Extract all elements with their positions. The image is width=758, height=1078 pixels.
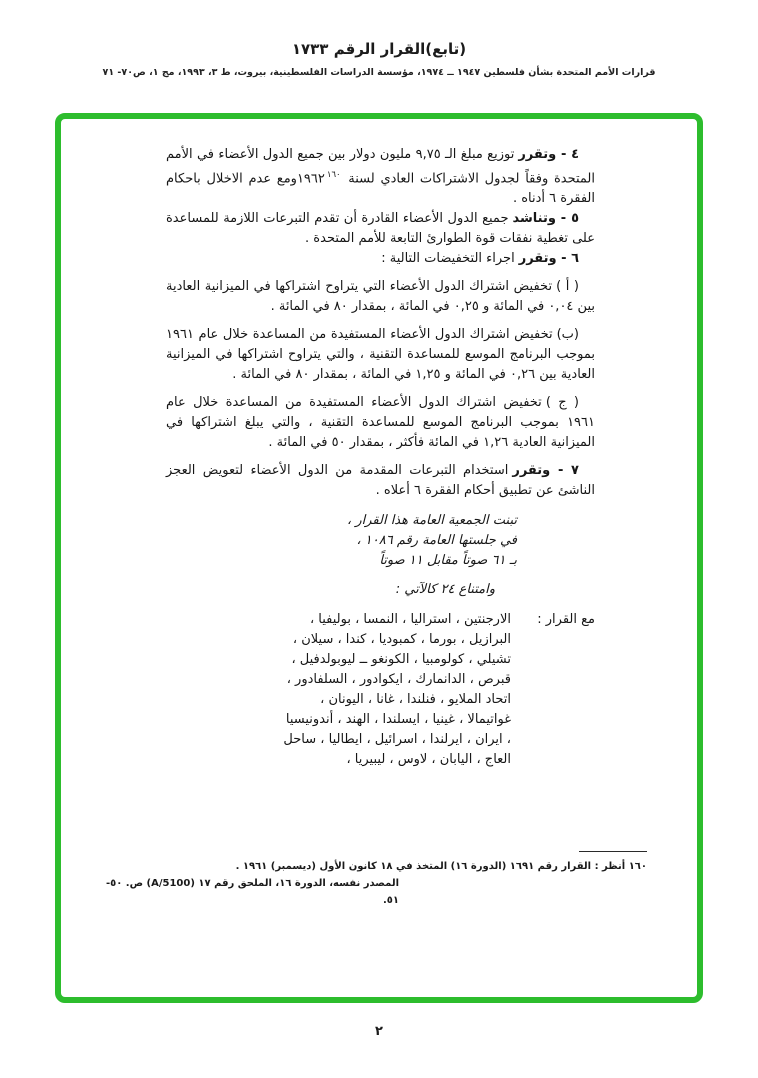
paragraph-4-text: توزيع مبلغ الـ ٩,٧٥ مليون دولار بين جميع الدول الأعضاء في الأمم المتحدة وفقاً لجدول الاشتراكات العادي لسنة ١٩٦٢ xyxy=(166,147,595,187)
footnote-separator-rule xyxy=(579,851,647,852)
item-a-text: تخفيض اشتراك الدول الأعضاء التي يتراوح اشتراكها في الميزانية العادية بين ٠,٠٤ في المائة و ٠,٢٥ في المائة ، بمقدار ٨٠ في المائة . xyxy=(166,279,595,315)
footnote-160: ١٦٠ أنظر : القرار رقم ١٦٩١ (الدورة ١٦) المتخذ في ١٨ كانون الأول (ديسمبر) ١٩٦١ . xyxy=(235,861,647,872)
adoption-line-abstentions: وامتناع ٢٤ كالآتي : xyxy=(395,582,495,598)
vote-for-label: مع القرار : xyxy=(537,612,595,628)
paragraph-6-text: اجراء التخفيضات التالية : xyxy=(381,251,515,267)
paragraph-4-text-cont: ومع عدم الاخلال باحكام الفقرة ٦ أدناه . xyxy=(166,171,595,207)
adoption-line-3: بـ ٦١ صوتاً مقابل ١١ صوتاً xyxy=(379,553,517,569)
item-c-text: تخفيض اشتراك الدول الأعضاء المستفيدة من المساعدة خلال عام ١٩٦١ بموجب البرنامج الموسع للمساعدة التقنية ، والتي يبلغ اشتراكها في الميزانية العادية ١,٢٦ في المائة فأكثر ، بمقدار ٥٠ في المائة . xyxy=(166,395,595,451)
content-frame xyxy=(55,113,703,1003)
paragraph-7-text: استخدام التبرعات المقدمة من الدول الأعضاء لتعويض العجز الناشئ عن تطبيق أحكام الفقرة ٦ أعلاه . xyxy=(166,463,595,499)
paragraph-5-lead: ٥ - وتناشد xyxy=(512,211,579,227)
paragraph-7-lead: ٧ - وتقرر xyxy=(512,463,579,479)
item-c xyxy=(166,393,595,453)
page-number: ٢ xyxy=(375,1024,383,1039)
adoption-line-1: تبنت الجمعية العامة هذا القرار ، xyxy=(347,513,517,529)
item-b-lead: (ب) xyxy=(556,327,579,343)
resolution-body xyxy=(61,119,697,770)
paragraph-6 xyxy=(166,249,595,269)
document-title: (تابع)القرار الرقم ١٧٣٣ xyxy=(291,40,467,58)
paragraph-4-lead: ٤ - وتقرر xyxy=(518,147,579,162)
item-a-lead: ( أ ) xyxy=(556,279,579,295)
adoption-line-2: في جلستها العامة رقم ١٠٨٦ ، xyxy=(356,533,517,549)
item-c-lead: ( ج ) xyxy=(545,395,579,411)
footnote-source: المصدر نفسه، الدورة ١٦، الملحق رقم ١٧ (A/5100) ص. ٥٠- ٥١. xyxy=(105,878,399,906)
item-a xyxy=(166,277,595,317)
paragraph-5-text: جميع الدول الأعضاء القادرة أن تقدم التبرعات اللازمة للمساعدة على تغطية نفقات قوة الطوارئ التابعة للأمم المتحدة . xyxy=(166,211,595,247)
source-citation: قرارات الأمم المتحدة بشأن فلسطين ١٩٤٧ ــ ١٩٧٤، مؤسسة الدراسات الفلسطينية، بيروت، ط ٣، ١٩٩٣، مج ١، ص٧٠- ٧١ xyxy=(102,67,656,78)
paragraph-7 xyxy=(166,461,595,501)
adoption-block xyxy=(166,511,517,600)
footnotes-section xyxy=(101,851,647,909)
paragraph-4 xyxy=(166,145,595,209)
paragraph-5 xyxy=(166,209,595,249)
footnote-ref-160: ١٦٠ xyxy=(326,170,341,180)
item-b xyxy=(166,325,595,385)
vote-for-countries: الارجنتين ، استراليا ، النمسا ، بوليفيا ، البرازيل ، بورما ، كمبوديا ، كندا ، سيلان ، تشيلي ، كولومبيا ، الكونغو ــ ليوبولدفيل ، قبرص ، الدانمارك ، ايكوادور ، السلفادور ، اتحاد الملايو ، فنلندا ، غانا ، اليونان ، غواتيمالا ، غينيا ، ايسلندا ، الهند ، أندونيسيا ، ايران ، ايرلندا ، اسرائيل ، ايطاليا ، ساحل العاج ، اليابان ، لاوس ، ليبيريا ، xyxy=(283,612,511,768)
item-b-text: تخفيض اشتراك الدول الأعضاء المستفيدة من المساعدة خلال عام ١٩٦١ بموجب البرنامج الموسع للمساعدة التقنية ، والتي يتراوح اشتراكها في الميزانية العادية بين ٠,٢٦ في المائة و ١,٢٥ في المائة ، بمقدار ٨٠ في المائة . xyxy=(166,327,595,383)
document-header xyxy=(0,0,758,78)
paragraph-6-lead: ٦ - وتقرر xyxy=(518,251,579,267)
vote-for-block xyxy=(166,610,595,770)
